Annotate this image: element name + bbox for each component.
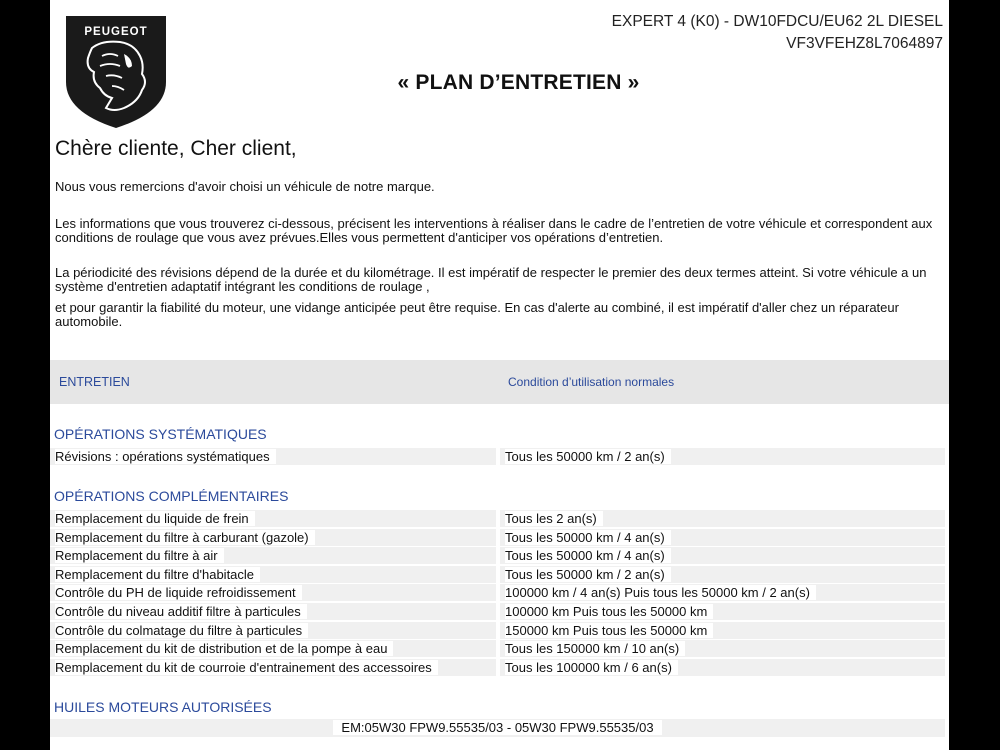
operation-cell: Remplacement du filtre d'habitacle	[55, 567, 260, 582]
operation-cell: Remplacement du liquide de frein	[55, 511, 255, 526]
table-row	[50, 603, 947, 622]
section-oils-title: HUILES MOTEURS AUTORISÉES	[54, 699, 272, 715]
greeting: Chère cliente, Cher client,	[55, 137, 297, 160]
oil-spec-row	[50, 719, 945, 737]
table-row	[50, 659, 947, 678]
table-row	[50, 584, 947, 603]
table-header	[50, 360, 947, 404]
operation-cell: Remplacement du kit de courroie d'entrainement des accessoires	[55, 660, 438, 675]
oil-spec-value: EM:05W30 FPW9.55535/03 - 05W30 FPW9.55535/03	[333, 720, 661, 735]
table-row	[50, 622, 947, 641]
section-complementary-title: OPÉRATIONS COMPLÉMENTAIRES	[54, 488, 289, 504]
operation-cell: Contrôle du niveau additif filtre à particules	[55, 604, 307, 619]
section-systematic-title: OPÉRATIONS SYSTÉMATIQUES	[54, 426, 267, 442]
table-row	[50, 640, 947, 659]
table-row	[50, 529, 947, 548]
oil-change-paragraph: et pour garantir la fiabilité du moteur, une vidange anticipée peut être requise. En cas d'alerte au combiné, il est impératif d'aller chez un réparateur automobile.	[55, 300, 899, 329]
table-row	[50, 547, 947, 566]
operation-cell: Remplacement du kit de distribution et de la pompe à eau	[55, 641, 393, 656]
interval-cell: Tous les 50000 km / 4 an(s)	[505, 548, 671, 563]
table-row	[50, 566, 947, 585]
interval-cell: Tous les 50000 km / 2 an(s)	[505, 449, 671, 464]
interval-cell: Tous les 2 an(s)	[505, 511, 603, 526]
page-title	[50, 71, 949, 95]
periodicity-paragraph: La périodicité des révisions dépend de la durée et du kilométrage. Il est impératif de respecter le premier des deux termes atteint. Si votre véhicule a un système d'entretien adaptatif intégrant les conditions de roulage ,	[55, 265, 927, 294]
document-page	[50, 0, 949, 750]
systematic-rows	[50, 448, 947, 467]
vehicle-vin: VF3VFEHZ8L7064897	[786, 35, 943, 52]
operation-cell: Remplacement du filtre à air	[55, 548, 224, 563]
page-title-text: « PLAN D’ENTRETIEN »	[397, 71, 640, 94]
table-row	[50, 448, 947, 467]
operation-cell: Contrôle du PH de liquide refroidissement	[55, 585, 302, 600]
interval-cell: Tous les 50000 km / 4 an(s)	[505, 530, 671, 545]
interval-cell: Tous les 150000 km / 10 an(s)	[505, 641, 685, 656]
header-entretien: ENTRETIEN	[50, 360, 505, 404]
interval-cell: 100000 km Puis tous les 50000 km	[505, 604, 713, 619]
header-conditions: Condition d’utilisation normales	[500, 360, 949, 404]
complementary-rows	[50, 510, 947, 677]
vehicle-model: EXPERT 4 (K0) - DW10FDCU/EU62 2L DIESEL	[611, 13, 943, 30]
svg-text:PEUGEOT: PEUGEOT	[84, 26, 148, 38]
intro-paragraph: Nous vous remercions d'avoir choisi un véhicule de notre marque.	[55, 179, 435, 194]
operation-cell: Contrôle du colmatage du filtre à particules	[55, 623, 308, 638]
interval-cell: Tous les 50000 km / 2 an(s)	[505, 567, 671, 582]
operation-cell: Remplacement du filtre à carburant (gazole)	[55, 530, 315, 545]
table-row	[50, 510, 947, 529]
operation-cell: Révisions : opérations systématiques	[55, 449, 276, 464]
interval-cell: Tous les 100000 km / 6 an(s)	[505, 660, 678, 675]
info-paragraph: Les informations que vous trouverez ci-dessous, précisent les interventions à réaliser dans le cadre de l’entretien de votre véhicule et correspondent aux conditions de roulage que vous avez prévues.Elles vous permettent d'anticiper vos opérations d’entretien.	[55, 216, 933, 245]
interval-cell: 100000 km / 4 an(s) Puis tous les 50000 km / 2 an(s)	[505, 585, 816, 600]
vehicle-info	[612, 11, 943, 55]
interval-cell: 150000 km Puis tous les 50000 km	[505, 623, 713, 638]
